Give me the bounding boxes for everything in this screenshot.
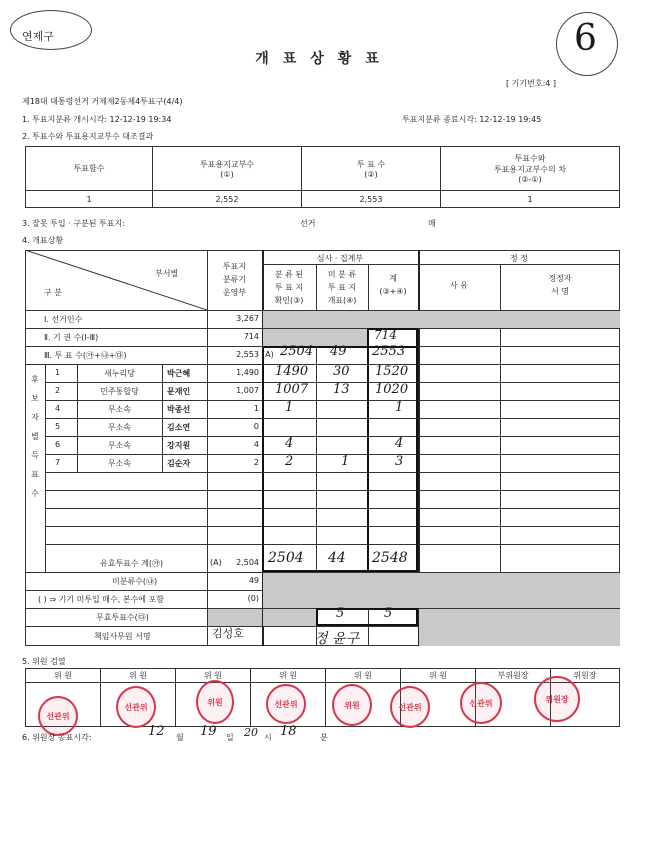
announce-month: 12 [148,724,165,739]
valid-hw-sorted: 2504 [268,550,304,566]
section3-election: 선거 [300,219,316,228]
sign-label: 책임사무원 서명 [94,632,151,641]
abstain-hw: 714 [374,328,397,342]
votes-label: Ⅲ. 투 표 수(㉮+㉯+㉰) [44,351,127,360]
announce-minute: 18 [280,724,297,739]
announce-hour: 20 [244,726,258,739]
votes-hw-unsorted: 49 [330,344,347,359]
announce-minute-unit: 분 [320,733,328,742]
announce-hour-unit: 시 [264,733,272,742]
unsorted-value: 49 [248,576,259,585]
invalid-hw-sum: 5 [384,606,393,621]
header-sorted: 분 류 된 투 표 지 확인(③) [274,270,304,305]
header-correction: 정 정 [510,254,528,263]
compare-val-diff: 1 [441,191,620,208]
seal-stamp-7: 선관위 [460,682,502,724]
voters-label: Ⅰ. 선거인수 [44,315,83,324]
valid-hw-unsorted: 44 [328,550,346,566]
seal-stamp-4: 선관위 [266,684,306,724]
votes-prefix: (A) [262,350,274,359]
votes-hw-sum: 2553 [372,344,406,359]
sign-hw-2: 정 윤구 [314,631,360,647]
sort-start-time: 1. 투표지분류 개시시각: 12-12-19 19:34 [22,115,172,124]
seal-stamp-8: 위원장 [534,676,580,722]
unsorted-label: 미분류수(㉯) [112,577,158,586]
valid-hw-sum: 2548 [372,550,408,566]
compare-val-issued: 2,552 [153,191,302,208]
candidate-row: 6 무소속 강지원 4 4 4 [55,436,404,451]
handwritten-district: 연제구 [22,30,54,43]
header-reason: 사 유 [450,281,468,290]
section3-heading: 3. 잘못 투입 · 구분된 투표지: [22,219,125,228]
seal-stamp-2: 선관위 [116,686,156,728]
section6-heading: 6. 위원장 공표시각: [22,733,92,742]
valid-value: 2,504 [236,558,259,567]
candidate-row: 2 민주통합당 문재인 1,007 1007 13 1020 [55,382,409,397]
handwritten-circle-left [10,10,92,50]
compare-h-issued: 투표용지교부수 (①) [153,147,302,191]
compare-val-boxes: 1 [26,191,153,208]
compare-table [25,146,620,208]
unsorted-note: ( ) ⇒ 기기 미투입 매수, 본수에 포함 [38,595,165,604]
votes-value: 2,553 [236,350,259,359]
valid-label: 유효투표수 계(㉮) [100,559,164,568]
diagonal-header [25,250,207,310]
votes-hw-sorted: 2504 [280,344,314,359]
compare-h-boxes: 투표함수 [26,147,153,191]
seal-stamp-3: 위원 [196,680,234,724]
candidate-row: 1 새누리당 박근혜 1,490 1490 30 1520 [55,364,409,379]
candidate-row: 7 무소속 김순자 2 2 1 3 [55,454,404,469]
machine-number: [ 기기번호:4 ] [506,79,557,88]
seal-stamp-5: 위원 [332,684,372,726]
handwritten-number: 6 [574,18,597,59]
candidate-row: 4 무소속 박종선 1 1 1 [55,400,404,415]
section4-heading: 4. 개표상황 [22,236,64,245]
seal-stamp-6: 선관위 [390,686,430,728]
header-corrector: 정정자 서 명 [548,274,572,296]
section5-heading: 5. 위원 검열 [22,657,66,666]
header-review: 심사 · 집계부 [316,254,364,263]
abstain-label: Ⅱ. 기 권 수(Ⅰ-Ⅲ) [44,333,99,342]
header-machine: 투표지 분류기 운영부 [222,262,247,297]
header-dept: 부서별 [155,269,179,278]
page-title: 개표상황표 [255,51,393,67]
compare-h-votes: 투 표 수 (②) [302,147,441,191]
unsorted-note-value: (0) [247,594,259,603]
announce-day-unit: 일 [226,733,234,742]
section2-heading: 2. 투표수와 투표용지교부수 대조결과 [22,132,154,141]
sort-end-time: 투표지분류 종료시각: 12-12-19 19:45 [402,115,542,124]
invalid-label: 무효투표수(㉰) [96,613,149,622]
candidate-row: 5 무소속 김소연 0 [55,422,259,432]
announce-month-unit: 월 [176,733,184,742]
header-unsorted: 미 분 류 투 표 지 개표(④) [327,270,357,305]
announce-day: 19 [200,724,217,739]
voters-value: 3,267 [236,314,259,323]
valid-prefix: (A) [210,558,222,567]
invalid-hw-unsorted: 5 [336,606,345,621]
seal-stamp-1: 선관위 [38,696,78,736]
compare-val-votes: 2,553 [302,191,441,208]
header-sum: 계 (③+④) [379,274,407,296]
subtitle: 제18대 대통령선거 거제제2동제4투표구(4/4) [22,97,183,106]
sign-hw-1: 김성호 [212,627,244,640]
section3-unit: 매 [428,219,436,228]
abstain-value: 714 [243,332,259,341]
inspection-table: 위 원 위 원 위 원 위 원 위 원 위 원 부위원장 위원장 [25,668,620,727]
header-gubun: 구 분 [44,288,62,297]
compare-h-diff: 투표수와 투표용지교부수의 차 (②-①) [441,147,620,191]
candidate-vertical-label: 후 보 자 별 득 표 수 [31,375,39,498]
